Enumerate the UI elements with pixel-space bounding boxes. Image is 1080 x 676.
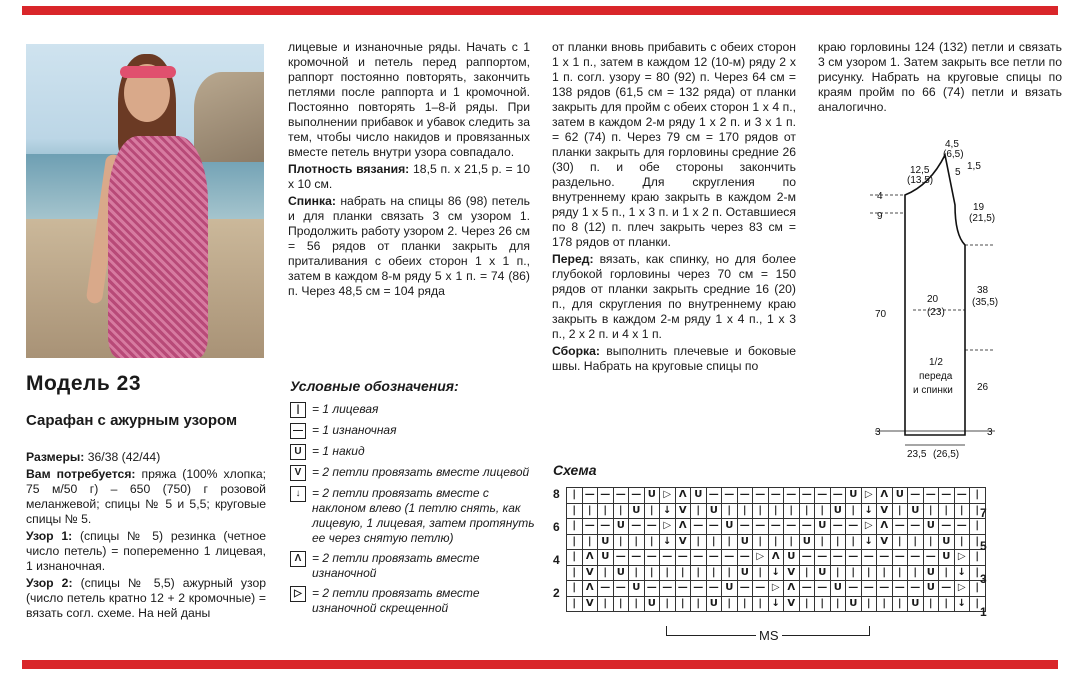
- legend-item: [290, 465, 540, 481]
- chart-cell: ▷: [660, 519, 676, 535]
- chart-cell: |: [861, 565, 877, 581]
- dim-width-alt: (23): [927, 307, 945, 318]
- chart-cell: |: [629, 534, 645, 550]
- chart-cell: U: [939, 550, 955, 566]
- chart-cell: —: [629, 488, 645, 504]
- chart-cell: —: [799, 488, 815, 504]
- chart-cell: |: [629, 596, 645, 612]
- chart-cell: ▷: [954, 581, 970, 597]
- chart-row: [567, 565, 986, 581]
- chart-cell: U: [629, 503, 645, 519]
- chart-cell: |: [598, 596, 614, 612]
- chart-cell: ▷: [861, 519, 877, 535]
- chart-row: [567, 488, 986, 504]
- legend-item: [290, 444, 540, 460]
- chart-cell: ↓: [954, 565, 970, 581]
- chart-cell: |: [706, 534, 722, 550]
- chart-cell: —: [706, 519, 722, 535]
- legend-text: = 1 изнаночная: [312, 423, 397, 437]
- chart-cell: U: [815, 565, 831, 581]
- chart-cell: |: [970, 550, 986, 566]
- chart-cell: |: [567, 519, 583, 535]
- chart-cell: |: [691, 503, 707, 519]
- chart-cell: |: [567, 503, 583, 519]
- chart-cell: |: [830, 565, 846, 581]
- model-subtitle: Сарафан с ажурным узором: [26, 412, 238, 429]
- legend-item: [290, 586, 540, 616]
- row-number-left: 8: [553, 487, 560, 501]
- chart-cell: —: [691, 519, 707, 535]
- chart-cell: —: [846, 581, 862, 597]
- chart-cell: —: [706, 581, 722, 597]
- chart-cell: V: [784, 596, 800, 612]
- chart-cell: |: [815, 596, 831, 612]
- chart-cell: |: [830, 534, 846, 550]
- chart-cell: ↓: [768, 565, 784, 581]
- chart-cell: |: [970, 581, 986, 597]
- chart-cell: ▷: [954, 550, 970, 566]
- chart-cell: V: [877, 503, 893, 519]
- row-number-left: 4: [553, 553, 560, 567]
- chart-cell: —: [722, 550, 738, 566]
- bottom-red-bar: [22, 660, 1058, 669]
- chart-cell: —: [644, 550, 660, 566]
- chart-cell: —: [908, 488, 924, 504]
- chart-cell: Λ: [784, 581, 800, 597]
- chart-cell: |: [768, 503, 784, 519]
- row-number-right: 5: [980, 538, 987, 553]
- chart-cell: |: [644, 565, 660, 581]
- chart-cell: —: [660, 581, 676, 597]
- chart-cell: —: [830, 488, 846, 504]
- chart-cell: —: [737, 519, 753, 535]
- chart-cell: U: [598, 534, 614, 550]
- dim-small: 1,5: [967, 161, 981, 172]
- chart-cell: |: [892, 565, 908, 581]
- dim-shoulder-alt: (13,5): [907, 175, 934, 186]
- chart-row: [567, 550, 986, 566]
- chart-cell: ↓: [861, 503, 877, 519]
- chart-cell: —: [644, 581, 660, 597]
- chart-cell: V: [675, 503, 691, 519]
- chart-cell: Λ: [675, 519, 691, 535]
- chart-cell: V: [784, 565, 800, 581]
- chart-cell: U: [846, 488, 862, 504]
- chart-cell: |: [582, 503, 598, 519]
- chart-cell: |: [892, 534, 908, 550]
- chart-cell: |: [691, 596, 707, 612]
- chart-cell: |: [691, 534, 707, 550]
- dim-band: 3: [875, 427, 881, 438]
- chart-cell: |: [737, 503, 753, 519]
- chart-row: [567, 534, 986, 550]
- legend-item: [290, 551, 540, 581]
- chart-cell: U: [799, 534, 815, 550]
- chart-cell: —: [815, 488, 831, 504]
- chart-cell: U: [737, 534, 753, 550]
- chart-cell: |: [753, 565, 769, 581]
- dim-width: 20: [927, 294, 939, 305]
- chart-cell: |: [613, 596, 629, 612]
- chart-cell: |: [923, 503, 939, 519]
- chart-cell: |: [939, 596, 955, 612]
- chart-cell: U: [613, 565, 629, 581]
- chart-cell: —: [768, 488, 784, 504]
- chart-cell: ▷: [660, 488, 676, 504]
- chart-cell: —: [629, 519, 645, 535]
- chart-cell: |: [799, 596, 815, 612]
- chart-cell: |: [970, 519, 986, 535]
- chart-cell: ↓: [954, 596, 970, 612]
- p2tog-symbol-icon: Λ: [290, 551, 306, 567]
- chart-row: [567, 596, 986, 612]
- chart-cell: —: [954, 519, 970, 535]
- chart-cell: |: [660, 596, 676, 612]
- chart-cell: —: [784, 488, 800, 504]
- chart-cell: U: [706, 503, 722, 519]
- chart-cell: |: [923, 534, 939, 550]
- dim-side: 38: [977, 285, 989, 296]
- chart-cell: Λ: [877, 519, 893, 535]
- chart-cell: |: [675, 565, 691, 581]
- chart-cell: |: [644, 503, 660, 519]
- p2tog-tbl-symbol-icon: ▷: [290, 586, 306, 602]
- chart-cell: |: [970, 503, 986, 519]
- chart-cell: U: [830, 581, 846, 597]
- chart-cell: |: [954, 534, 970, 550]
- legend-text: = 1 накид: [312, 444, 365, 458]
- legend-text: = 1 лицевая: [312, 402, 379, 416]
- chart-cell: —: [706, 550, 722, 566]
- label-1: 1/2: [929, 357, 943, 368]
- chart-cell: |: [970, 488, 986, 504]
- chart-cell: |: [629, 565, 645, 581]
- chart-cell: Λ: [582, 550, 598, 566]
- row-number-left: 6: [553, 520, 560, 534]
- chart-cell: |: [567, 534, 583, 550]
- chart-cell: —: [691, 550, 707, 566]
- chart-cell: |: [613, 534, 629, 550]
- chart-cell: V: [582, 565, 598, 581]
- chart-cell: —: [784, 519, 800, 535]
- chart-cell: U: [923, 519, 939, 535]
- legend-title: Условные обозначения:: [290, 378, 459, 394]
- chart-cell: ↓: [660, 503, 676, 519]
- chart-cell: —: [846, 550, 862, 566]
- chart-cell: |: [567, 596, 583, 612]
- chart-cell: —: [675, 581, 691, 597]
- chart-cell: Λ: [582, 581, 598, 597]
- chart-cell: —: [923, 550, 939, 566]
- chart-cell: Λ: [675, 488, 691, 504]
- chart-cell: |: [784, 503, 800, 519]
- dim-left-4: 4: [877, 191, 883, 202]
- chart-cell: |: [737, 596, 753, 612]
- chart-cell: |: [846, 534, 862, 550]
- label-2: переда: [919, 371, 953, 382]
- dim-side-alt: (35,5): [972, 297, 999, 308]
- chart-cell: ↓: [861, 534, 877, 550]
- chart-cell: U: [722, 519, 738, 535]
- chart-cell: |: [753, 503, 769, 519]
- chart-cell: ↓: [768, 596, 784, 612]
- chart-cell: U: [722, 581, 738, 597]
- chart-cell: |: [970, 596, 986, 612]
- chart-cell: |: [768, 534, 784, 550]
- chart-cell: |: [567, 565, 583, 581]
- chart-cell: —: [954, 488, 970, 504]
- chart-cell: —: [753, 488, 769, 504]
- dim-total: 70: [875, 309, 887, 320]
- chart-cell: |: [706, 565, 722, 581]
- chart-cell: —: [737, 488, 753, 504]
- dim-band-right: 3: [987, 427, 993, 438]
- chart-cell: |: [722, 565, 738, 581]
- chart-cell: —: [799, 519, 815, 535]
- chart-cell: |: [691, 565, 707, 581]
- chart-cell: |: [892, 596, 908, 612]
- chart-cell: —: [830, 550, 846, 566]
- dim-shoulder: 12,5: [910, 165, 930, 176]
- chart-cell: —: [815, 581, 831, 597]
- row-number-right: 7: [980, 505, 987, 520]
- chart-cell: —: [737, 550, 753, 566]
- chart-cell: U: [644, 488, 660, 504]
- chart-cell: —: [908, 581, 924, 597]
- chart-cell: |: [877, 596, 893, 612]
- chart-cell: |: [939, 565, 955, 581]
- chart-cell: —: [706, 488, 722, 504]
- dim-bottom-side: 26: [977, 382, 989, 393]
- chart-cell: U: [691, 488, 707, 504]
- knitting-chart: [566, 487, 986, 612]
- model-photo: [26, 44, 264, 358]
- chart-cell: ▷: [753, 550, 769, 566]
- chart-cell: —: [861, 581, 877, 597]
- chart-cell: |: [567, 488, 583, 504]
- chart-cell: —: [598, 581, 614, 597]
- chart-cell: U: [629, 581, 645, 597]
- legend-item: [290, 486, 540, 546]
- chart-cell: —: [923, 488, 939, 504]
- chart-cell: |: [799, 565, 815, 581]
- chart-cell: |: [846, 565, 862, 581]
- chart-cell: |: [784, 534, 800, 550]
- chart-cell: |: [970, 565, 986, 581]
- chart-cell: U: [908, 596, 924, 612]
- chart-cell: |: [613, 503, 629, 519]
- chart-cell: |: [815, 503, 831, 519]
- legend-item: [290, 423, 540, 439]
- chart-cell: —: [799, 550, 815, 566]
- chart-cell: |: [660, 565, 676, 581]
- chart-cell: U: [706, 596, 722, 612]
- chart-cell: |: [892, 503, 908, 519]
- chart-cell: |: [970, 534, 986, 550]
- chart-cell: U: [613, 519, 629, 535]
- chart-cell: U: [737, 565, 753, 581]
- chart-cell: —: [892, 550, 908, 566]
- chart-cell: —: [598, 519, 614, 535]
- chart-cell: |: [908, 565, 924, 581]
- chart-cell: U: [644, 596, 660, 612]
- chart-cell: |: [644, 534, 660, 550]
- chart-cell: U: [892, 488, 908, 504]
- chart-cell: —: [908, 519, 924, 535]
- chart-cell: |: [830, 596, 846, 612]
- column-2: лицевые и изнаночные ряды. Начать с 1 кромочной и петель перед раппортом, раппорт постоянно повторять, закончить петлями после раппорта и 1 кромочной. Постоянно повторять 1–8-й ряды. При выполнении прибавок и убавок следить за тем, чтобы число накидов и провязанных вместе петель внутри узора совпадало. Плотность вязания: 18,5 п. х 21,5 р. = 10 х 10 см. Спинка: набрать на спицы 86 (98) петель и для планки связать 3 см узором 1. Продолжить работу узором 2. Через 26 см = 56 рядов от планки закрыть для приталивания с обеих сторон 1 х 1 п., затем в каждом 8-м ряду 5 х 1 п. = 74 (86) п. Через 48,5 см = 104 ряда: [288, 40, 531, 298]
- chart-cell: —: [877, 550, 893, 566]
- chart-row: [567, 581, 986, 597]
- chart-cell: —: [815, 550, 831, 566]
- label-3: и спинки: [913, 385, 953, 396]
- dim-bottom-alt: (26,5): [933, 449, 960, 460]
- chart-cell: —: [613, 488, 629, 504]
- chart-cell: U: [598, 550, 614, 566]
- legend-text: = 2 петли провязать вместе лицевой: [312, 465, 530, 479]
- model-title: Модель 23: [26, 372, 141, 395]
- column-3: от планки вновь прибавить с обеих сторон 1 х 1 п., затем в каждом 12 (10-м) ряду 2 х 1 п. согл. узору = 80 (92) п. Через 64 см = 138 рядов (61,5 см = 132 ряда) от планки закрыть для пройм с обеих сторон 1 х 4 п., затем в каждом 2-м ряду 1 х 2 п. и 3 х 1 п. = 62 (74) п. Через 79 см = 170 рядов от планки закрыть для горловины средние 26 (30) п. и обе стороны закончить раздельно. Для скругления по внутреннему краю закрыть в каждом 2-м ряду 1 х 5 п., 1 х 3 п. и 1 х 2 п. Оставшиеся по 8 (12) п. плеч закрыть через 83 см = 178 рядов от планки. Перед: вязать, как спинку, но для более глубокой горловины через 70 см = 150 рядов от планки закрыть средние 16 (20) п., для скругления по внутреннему краю закрыть в каждом 2-м ряду 1 х 4 п., 1 х 3 п., 2 х 2 п. и 4 х 1 п. Сборка: выполнить плечевые и боковые швы. Набрать на круговые спицы по: [552, 40, 797, 373]
- chart-cell: U: [830, 503, 846, 519]
- chart-cell: |: [753, 534, 769, 550]
- legend-text: = 2 петли провязать вместе с наклоном влево (1 петлю снять, как лицевую, 1 лицевая, затем протянуть ее через снятую петлю): [312, 486, 535, 545]
- chart-cell: —: [846, 519, 862, 535]
- chart-cell: —: [660, 550, 676, 566]
- dim-neck-alt: (6,5): [943, 149, 964, 160]
- chart-cell: U: [846, 596, 862, 612]
- chart-cell: U: [923, 581, 939, 597]
- chart-cell: |: [861, 596, 877, 612]
- chart-cell: —: [644, 519, 660, 535]
- chart-cell: Λ: [877, 488, 893, 504]
- chart-cell: V: [877, 534, 893, 550]
- chart-cell: |: [598, 565, 614, 581]
- dim-left-9: 9: [877, 211, 883, 222]
- legend-text: = 2 петли провязать вместе изнаночной: [312, 551, 480, 580]
- row-number-left: 2: [553, 586, 560, 600]
- chart-cell: —: [675, 550, 691, 566]
- k2tog-symbol-icon: V: [290, 465, 306, 481]
- chart-cell: —: [892, 519, 908, 535]
- row-number-right: 3: [980, 571, 987, 586]
- column-4: краю горловины 124 (132) петли и связать 3 см узором 1. Затем закрыть все петли по рисунку. Набрать на круговые спицы по краям пройм по 66 (74) петли и вязать аналогично.: [818, 40, 1062, 114]
- chart-cell: —: [753, 581, 769, 597]
- chart-cell: —: [613, 581, 629, 597]
- dim-armhole-alt: (21,5): [969, 213, 996, 224]
- chart-cell: —: [892, 581, 908, 597]
- legend: [290, 402, 540, 621]
- chart-cell: |: [799, 503, 815, 519]
- chart-row: [567, 519, 986, 535]
- chart-cell: —: [861, 550, 877, 566]
- chart-cell: |: [877, 565, 893, 581]
- chart-cell: —: [939, 519, 955, 535]
- chart-cell: V: [582, 596, 598, 612]
- chart-cell: —: [629, 550, 645, 566]
- dim-neck: 4,5: [945, 139, 959, 150]
- chart-cell: |: [954, 503, 970, 519]
- chart-cell: —: [908, 550, 924, 566]
- chart-cell: |: [567, 581, 583, 597]
- chart-cell: |: [846, 503, 862, 519]
- chart-cell: |: [722, 503, 738, 519]
- chart-cell: —: [939, 581, 955, 597]
- chart-cell: ↓: [660, 534, 676, 550]
- chart-cell: ▷: [861, 488, 877, 504]
- chart-cell: —: [877, 581, 893, 597]
- yarn-over-symbol-icon: U: [290, 444, 306, 460]
- chart-cell: |: [582, 534, 598, 550]
- dim-bottom: 23,5: [907, 449, 927, 460]
- chart-cell: —: [598, 488, 614, 504]
- chart-cell: |: [675, 596, 691, 612]
- purl-symbol-icon: —: [290, 423, 306, 439]
- chart-cell: |: [815, 534, 831, 550]
- row-number-right: 1: [980, 604, 987, 619]
- chart-cell: U: [923, 565, 939, 581]
- repeat-label: MS: [756, 628, 782, 643]
- chart-cell: U: [939, 534, 955, 550]
- chart-cell: U: [784, 550, 800, 566]
- chart-cell: —: [722, 488, 738, 504]
- chart-cell: U: [815, 519, 831, 535]
- chart-row: [567, 503, 986, 519]
- chart-cell: —: [753, 519, 769, 535]
- chart-cell: Λ: [768, 550, 784, 566]
- chart-cell: |: [939, 503, 955, 519]
- chart-cell: —: [582, 488, 598, 504]
- top-red-bar: [22, 6, 1058, 15]
- chart-cell: |: [567, 550, 583, 566]
- chart-cell: |: [722, 534, 738, 550]
- chart-cell: —: [768, 519, 784, 535]
- chart-cell: —: [830, 519, 846, 535]
- chart-cell: |: [923, 596, 939, 612]
- ssk-symbol-icon: ↓: [290, 486, 306, 502]
- column-1: Размеры: 36/38 (42/44) Вам потребуется: пряжа (100% хлопка; 75 м/50 г) – 650 (750) г розовой меланжевой; спицы № 5 и 5,5; круговые спицы № 5. Узор 1: (спицы № 5) резинка (четное число петель) = попеременно 1 лицевая, 1 изнаночная. Узор 2: (спицы № 5,5) ажурный узор (число петель кратно 12 + 2 кромочные) = вязать согл. схеме. На ней даны: [26, 450, 267, 620]
- chart-cell: |: [753, 596, 769, 612]
- chart-cell: —: [613, 550, 629, 566]
- chart-cell: —: [737, 581, 753, 597]
- chart-cell: —: [582, 519, 598, 535]
- chart-cell: |: [908, 534, 924, 550]
- chart-cell: V: [675, 534, 691, 550]
- pattern-diagram: [855, 135, 1015, 460]
- legend-item: [290, 402, 540, 418]
- schema-title: Схема: [553, 462, 597, 478]
- chart-cell: —: [691, 581, 707, 597]
- chart-cell: ▷: [768, 581, 784, 597]
- knit-symbol-icon: |: [290, 402, 306, 418]
- chart-cell: |: [598, 503, 614, 519]
- chart-cell: |: [722, 596, 738, 612]
- chart-cell: —: [799, 581, 815, 597]
- dim-armhole: 19: [973, 202, 985, 213]
- chart-cell: —: [939, 488, 955, 504]
- legend-text: = 2 петли провязать вместе изнаночной скрещенной: [312, 586, 480, 615]
- repeat-tick-right: [869, 626, 870, 636]
- dim-gap: 5: [955, 167, 961, 178]
- chart-cell: U: [908, 503, 924, 519]
